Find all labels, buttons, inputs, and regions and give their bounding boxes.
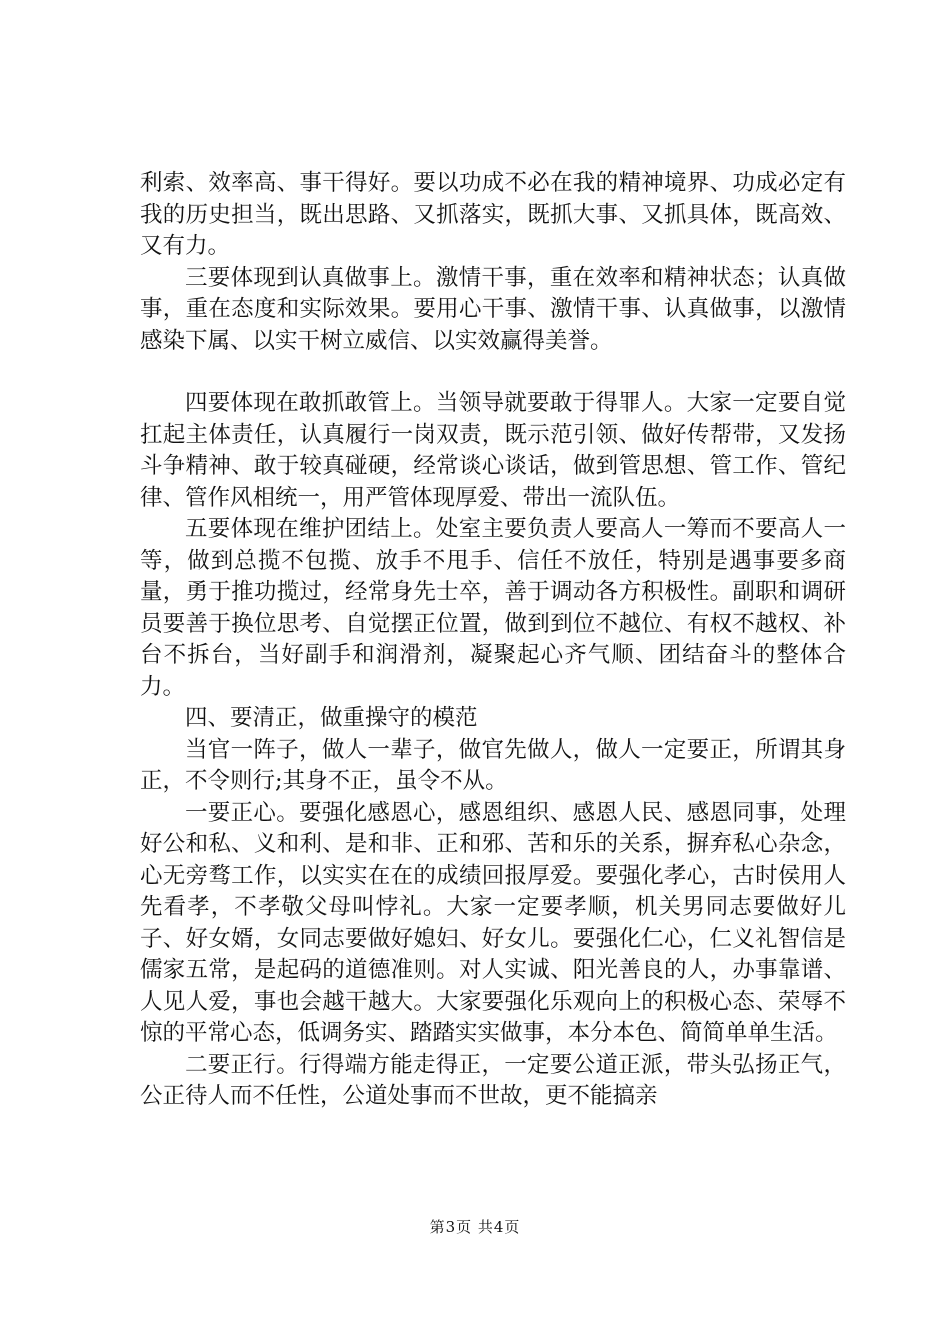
paragraph-intro: 当官一阵子，做人一辈子，做官先做人，做人一定要正，所谓其身正，不令则行;其身不正，虽令不从。 <box>140 736 846 794</box>
page-footer: 第3页 共4页 <box>429 1218 521 1236</box>
section-heading: 四、要清正，做重操守的模范 <box>185 705 478 731</box>
paragraph-point-three: 三要体现到认真做事上。激情干事，重在效率和精神状态；认真做事，重在态度和实际效果。要用心干事、激情干事、认真做事，以激情感染下属、以实干树立威信、以实效赢得美誉。 <box>140 264 846 354</box>
paragraph-zheng-xing: 二要正行。行得端方能走得正，一定要公道正派，带头弘扬正气，公正待人而不任性，公道处事而不世故，更不能搞亲 <box>140 1051 846 1109</box>
paragraph-zheng-xin: 一要正心。要强化感恩心，感恩组织、感恩人民、感恩同事，处理好公和私、义和利、是和非、正和邪、苦和乐的关系，摒弃私心杂念，心无旁骛工作，以实实在在的成绩回报厚爱。要强化孝心，古时侯用人先看孝，不孝敬父母叫悖礼。大家一定要孝顺，机关男同志要做好儿子、好女婿，女同志要做好媳妇、好女儿。要强化仁心，仁义礼智信是儒家五常，是起码的道德准则。对人实诚、阳光善良的人，办事靠谱、人见人爱，事也会越干越大。大家要强化乐观向上的积极心态、荣辱不惊的平常心态，低调务实、踏踏实实做事，本分本色、简简单单生活。 <box>140 799 846 1046</box>
paragraph-point-four: 四要体现在敢抓敢管上。当领导就要敢于得罪人。大家一定要自觉扛起主体责任，认真履行一岗双责，既示范引领、做好传帮带，又发扬斗争精神、敢于较真碰硬，经常谈心谈话，做到管思想、管工作、管纪律、管作风相统一，用严管体现厚爱、带出一流队伍。 <box>140 390 846 511</box>
document-body <box>140 168 846 1113</box>
paragraph-continuation: 利索、效率高、事干得好。要以功成不必在我的精神境界、功成必定有我的历史担当，既出思路、又抓落实，既抓大事、又抓具体，既高效、又有力。 <box>140 170 846 259</box>
paragraph-point-five: 五要体现在维护团结上。处室主要负责人要高人一筹而不要高人一等，做到总揽不包揽、放手不甩手、信任不放任，特别是遇事要多商量，勇于推功揽过，经常身先士卒，善于调动各方积极性。副职和调研员要善于换位思考、自觉摆正位置，做到到位不越位、有权不越权、补台不拆台，当好副手和润滑剂，凝聚起心齐气顺、团结奋斗的整体合力。 <box>140 516 846 700</box>
